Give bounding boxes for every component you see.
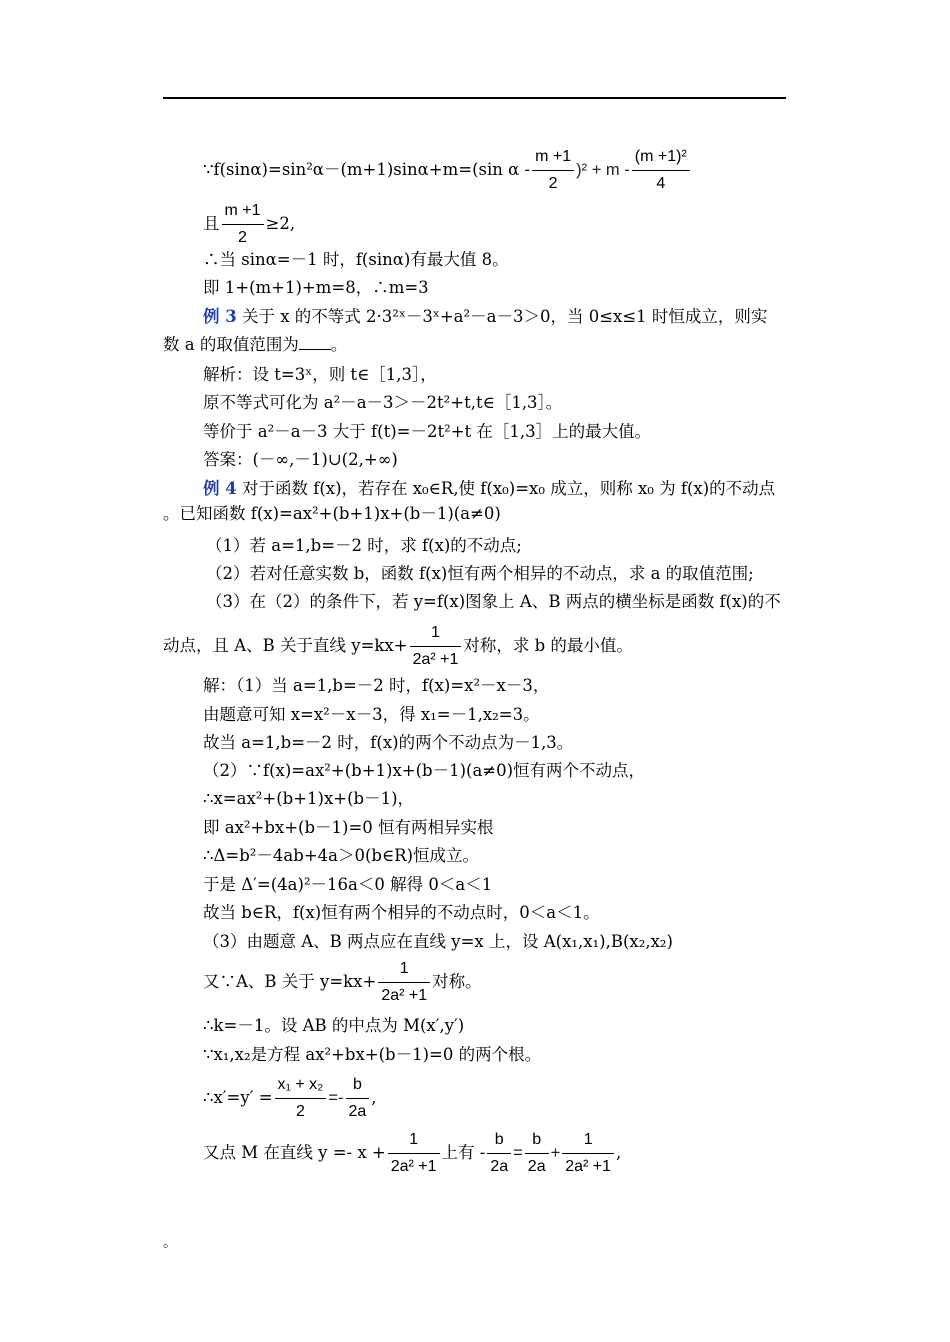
text-line: （3）在（2）的条件下，若 y=f(x)图象上 A、B 两点的横坐标是函数 f(x)的不 <box>206 592 781 611</box>
text-line: 解：（1）当 a=1,b=－2 时，f(x)=x²－x－3， <box>203 676 550 695</box>
fraction-numerator: (m +1)² <box>632 146 690 171</box>
line-text: 关于 x 的不等式 2·3²ˣ－3ˣ+a²－a－3＞0，当 0≤x≤1 时恒成立，则实 <box>236 307 768 326</box>
text-line <box>203 1074 377 1123</box>
line-operator: 上有 - <box>441 1143 486 1162</box>
text-line <box>203 958 482 1007</box>
fraction-denominator: 2a <box>527 1158 546 1175</box>
text-line: 故当 a=1,b=－2 时，f(x)的两个不动点为－1,3。 <box>203 733 574 752</box>
fraction-denominator: 2a <box>348 1103 367 1120</box>
fraction-denominator: 2 <box>295 1103 305 1120</box>
line-text: 又点 M 在直线 y =- x + <box>203 1143 386 1162</box>
fraction-denominator: 4 <box>656 175 666 192</box>
fraction-numerator: 1 <box>388 1129 440 1154</box>
text-line: ∴k=－1。设 AB 的中点为 M(x′,y′) <box>203 1016 465 1035</box>
text-line: ∴当 sinα=－1 时，f(sinα)有最大值 8。 <box>203 250 509 269</box>
fraction-denominator: 2a <box>490 1158 509 1175</box>
example-4-line <box>203 478 775 500</box>
text-line: ∴x=ax²+(b+1)x+(b－1)， <box>203 789 415 808</box>
text-line: 原不等式可化为 a²－a－3＞－2t²+t,t∈［1,3］。 <box>203 393 563 412</box>
fraction-numerator: 1 <box>378 958 430 983</box>
line-tail: ≥2, <box>265 214 296 233</box>
text-line: ∴Δ=b²－4ab+4a＞0(b∈R)恒成立。 <box>203 846 480 865</box>
line-tail: 对称，求 b 的最小值。 <box>463 636 633 655</box>
text-line: （2）∵f(x)=ax²+(b+1)x+(b－1)(a≠0)恒有两个不动点， <box>203 761 646 780</box>
fraction-denominator: 2a² +1 <box>412 651 459 668</box>
line-operator: + <box>550 1144 561 1162</box>
line-tail: , <box>616 1143 622 1162</box>
line-text: 且 <box>203 214 220 233</box>
text-line <box>203 146 692 195</box>
line-tail: , <box>371 1088 377 1107</box>
text-line <box>163 622 633 671</box>
line-tail: )² + m - <box>576 161 630 179</box>
text-line: 等价于 a²－a－3 大于 f(t)=－2t²+t 在［1,3］上的最大值。 <box>203 422 652 441</box>
example-label: 例 4 <box>203 479 237 498</box>
fraction-numerator: 1 <box>410 622 462 647</box>
header-rule <box>163 97 786 99</box>
fraction <box>222 200 264 249</box>
fraction-denominator: 2 <box>548 175 558 192</box>
fraction-denominator: 2a² +1 <box>381 987 428 1004</box>
fraction <box>378 958 430 1007</box>
fraction <box>532 146 574 195</box>
example-label: 例 3 <box>203 307 237 326</box>
example-3-line <box>203 306 767 328</box>
fraction <box>275 1074 327 1123</box>
fraction <box>346 1074 370 1123</box>
line-tail: 。 <box>330 335 348 354</box>
fraction-numerator: b <box>487 1129 511 1154</box>
text-line: ∵x₁,x₂是方程 ax²+bx+(b－1)=0 的两个根。 <box>203 1045 542 1064</box>
text-line: 即 1+(m+1)+m=8，∴m=3 <box>203 278 429 297</box>
fraction <box>525 1129 549 1178</box>
text-line: 即 ax²+bx+(b－1)=0 恒有两相异实根 <box>203 818 494 837</box>
fraction-denominator: 2a² +1 <box>565 1158 612 1175</box>
fraction-numerator: b <box>346 1074 370 1099</box>
fraction-numerator: m +1 <box>532 146 574 171</box>
fraction <box>410 622 462 671</box>
text-line: 于是 Δ′=(4a)²－16a＜0 解得 0＜a＜1 <box>203 875 493 894</box>
text-line: 。已知函数 f(x)=ax²+(b+1)x+(b－1)(a≠0) <box>163 504 501 523</box>
fraction <box>562 1129 614 1178</box>
text-line: （3）由题意 A、B 两点应在直线 y=x 上，设 A(x₁,x₁),B(x₂,x₂) <box>203 932 673 951</box>
fraction <box>388 1129 440 1178</box>
text-line: （2）若对任意实数 b，函数 f(x)恒有两个相异的不动点，求 a 的取值范围; <box>206 564 754 583</box>
text-line: 解析：设 t=3ˣ，则 t∈［1,3］， <box>203 365 437 384</box>
fraction-numerator: b <box>525 1129 549 1154</box>
fraction-numerator: 1 <box>562 1129 614 1154</box>
text-line: （1）若 a=1,b=－2 时，求 f(x)的不动点; <box>206 536 522 555</box>
fraction-numerator: m +1 <box>222 200 264 225</box>
fraction-denominator: 2a² +1 <box>390 1158 437 1175</box>
text-line: 答案：(－∞,－1)∪(2,+∞) <box>203 450 398 469</box>
text-line <box>203 1129 621 1178</box>
line-text: 又∵A、B 关于 y=kx+ <box>203 972 377 991</box>
line-operator: =- <box>328 1089 344 1107</box>
text-line: 由题意可知 x=x²－x－3，得 x₁=－1,x₂=3。 <box>203 705 540 724</box>
line-tail: 对称。 <box>432 972 482 991</box>
line-text: ∴x′=y′ = <box>203 1088 273 1107</box>
text-line <box>163 334 347 356</box>
footer-mark: 。 <box>163 1235 177 1251</box>
line-text: 数 a 的取值范围为 <box>163 335 299 354</box>
fraction-numerator: x₁ + x₂ <box>275 1074 327 1099</box>
line-operator: = <box>513 1144 523 1162</box>
fraction <box>632 146 690 195</box>
line-text: ∵f(sinα)=sin²α－(m+1)sinα+m=(sin α - <box>203 160 531 179</box>
answer-blank <box>299 349 331 350</box>
line-text: 动点，且 A、B 关于直线 y=kx+ <box>163 636 408 655</box>
text-line <box>203 200 295 249</box>
line-text: 对于函数 f(x)，若存在 x₀∈R,使 f(x₀)=x₀ 成立，则称 x₀ 为 f(x)的不动点 <box>236 479 776 498</box>
text-line: 故当 b∈R，f(x)恒有两个相异的不动点时，0＜a＜1。 <box>203 903 600 922</box>
fraction-denominator: 2 <box>238 229 247 246</box>
fraction <box>487 1129 511 1178</box>
